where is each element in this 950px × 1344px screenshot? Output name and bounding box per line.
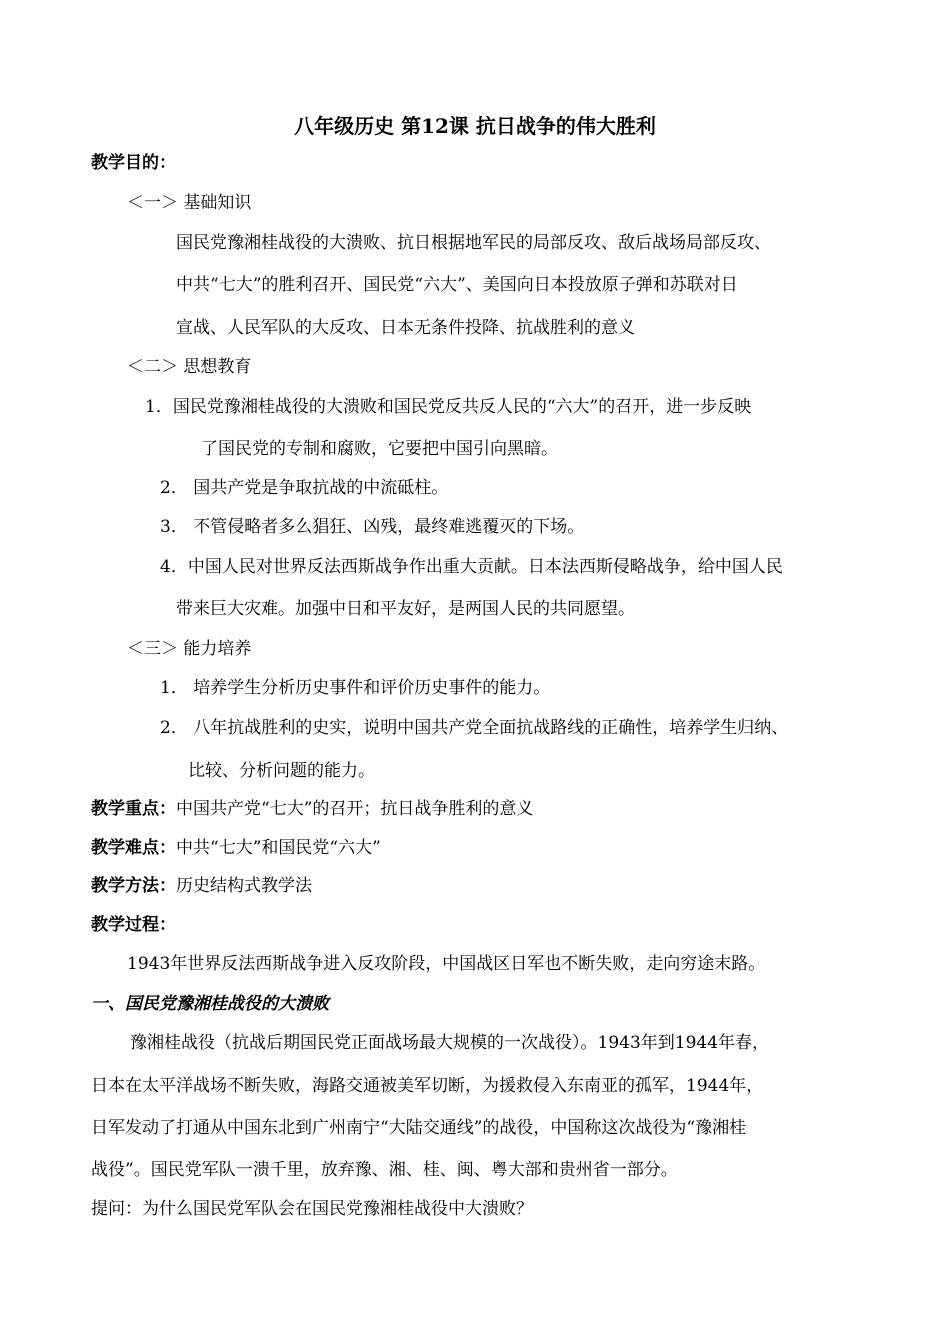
method-row — [91, 875, 312, 897]
basic-knowledge-line: 国民党豫湘桂战役的大溃败、抗日根据地军民的局部反攻、敌后战场局部反攻、 — [176, 233, 771, 253]
ability-item: 1． 培养学生分析历史事件和评价历史事件的能力。 — [160, 678, 551, 698]
objectives-heading: 教学目的： — [91, 153, 176, 173]
ideology-item: 1．国民党豫湘桂战役的大溃败和国民党反共反人民的“六大”的召开，进一步反映 — [145, 397, 752, 417]
key-points-row — [91, 798, 533, 820]
ability-item: 2． 八年抗战胜利的史实，说明中国共产党全面抗战路线的正确性，培养学生归纳、 — [160, 718, 789, 738]
basic-knowledge-line: 中共“七大”的胜利召开、国民党“六大”、美国向日本投放原子弹和苏联对日 — [176, 275, 738, 295]
method-label: 教学方法： — [91, 876, 176, 896]
basic-knowledge-line: 宣战、人民军队的大反攻、日本无条件投降、抗战胜利的意义 — [176, 318, 635, 338]
section-1-paragraph-line: 战役”。国民党军队一溃千里，放弃豫、湘、桂、闽、粤大部和贵州省一部分。 — [91, 1160, 678, 1180]
key-points-label: 教学重点： — [91, 799, 176, 819]
basic-knowledge-heading: ＜一＞ 基础知识 — [127, 193, 252, 213]
page-title: 八年级历史 第12课 抗日战争的伟大胜利 — [294, 114, 656, 138]
section-1-paragraph-line: 豫湘桂战役（抗战后期国民党正面战场最大规模的一次战役）。1943年到1944年春， — [130, 1033, 770, 1053]
method-text: 历史结构式教学法 — [176, 876, 312, 896]
process-heading: 教学过程： — [91, 915, 176, 935]
ideology-item: 4．中国人民对世界反法西斯战争作出重大贡献。日本法西斯侵略战争，给中国人民 — [160, 557, 783, 577]
difficulties-label: 教学难点： — [91, 838, 176, 858]
section-1-paragraph-line: 日军发动了打通从中国东北到广州南宁“大陆交通线”的战役，中国称这次战役为“豫湘桂 — [91, 1118, 747, 1138]
ability-heading: ＜三＞ 能力培养 — [127, 639, 252, 659]
section-1-heading: 一、国民党豫湘桂战役的大溃败 — [91, 994, 329, 1014]
difficulties-text: 中共“七大”和国民党“六大” — [176, 838, 381, 858]
ideology-item: 3． 不管侵略者多么猖狂、凶残，最终难逃覆灭的下场。 — [160, 517, 585, 537]
ideology-item: 2． 国共产党是争取抗战的中流砥柱。 — [160, 478, 449, 498]
ideology-item-continued: 了国民党的专制和腐败，它要把中国引向黑暗。 — [201, 439, 558, 459]
ideology-item-continued: 带来巨大灾难。加强中日和平友好，是两国人民的共同愿望。 — [176, 599, 635, 619]
section-1-paragraph-line: 日本在太平洋战场不断失败，海路交通被美军切断，为援救侵入东南亚的孤军，1944年， — [91, 1076, 764, 1096]
key-points-text: 中国共产党“七大”的召开；抗日战争胜利的意义 — [176, 799, 534, 819]
difficulties-row — [91, 837, 381, 859]
section-1-question: 提问：为什么国民党军队会在国民党豫湘桂战役中大溃败？ — [91, 1199, 533, 1219]
process-intro: 1943年世界反法西斯战争进入反攻阶段，中国战区日军也不断失败，走向穷途末路。 — [127, 954, 766, 974]
ability-item-continued: 比较、分析问题的能力。 — [188, 761, 375, 781]
ideology-heading: ＜二＞ 思想教育 — [127, 357, 252, 377]
